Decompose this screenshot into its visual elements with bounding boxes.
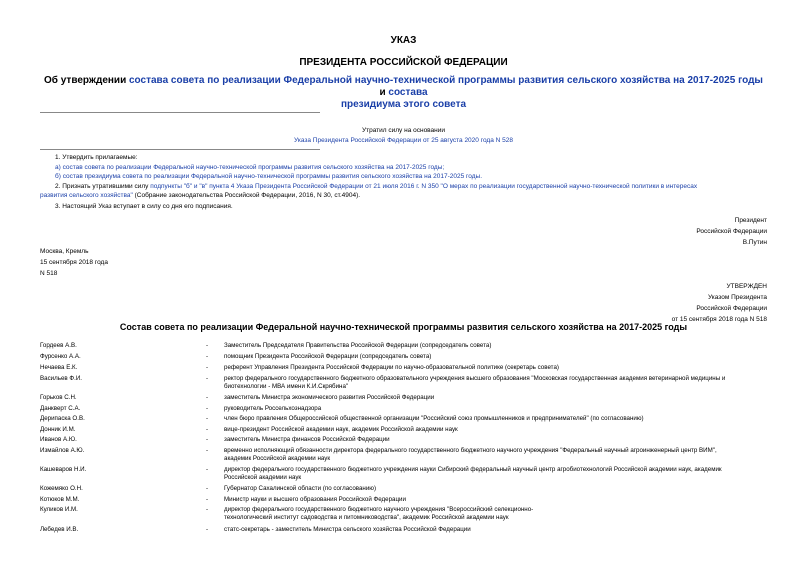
member-dash: - — [206, 466, 209, 473]
member-position — [224, 526, 764, 534]
paragraph-1a-link[interactable]: а) состав совета по реализации Федеральной научно-технической программы развития сельского хозяйства на 2017-2025 годы; — [55, 164, 445, 171]
paragraph-3: 3. Настоящий Указ вступает в силу со дня его подписания. — [55, 203, 233, 210]
member-dash: - — [206, 496, 209, 503]
member-position-line1: временно исполняющий обязанности директора федерального государственного бюджетного научного учреждения "Федеральный научный агроинженерный центр ВИМ", — [224, 447, 717, 454]
member-dash: - — [206, 394, 209, 401]
member-position — [224, 364, 764, 372]
member-position — [224, 436, 764, 444]
approved-country: Российской Федерации — [696, 305, 767, 312]
approved-block — [672, 281, 767, 325]
member-position-line2: академик Российской академии наук — [224, 455, 331, 462]
member-dash: - — [206, 447, 209, 454]
decree-title-president: ПРЕЗИДЕНТА РОССИЙСКОЙ ФЕДЕРАЦИИ — [299, 57, 508, 68]
member-name: Донник И.М. — [40, 426, 76, 433]
member-position — [224, 342, 764, 350]
member-position-line1: помощник Президента Российской Федерации (сопредседатель совета) — [224, 353, 432, 360]
member-dash: - — [206, 375, 209, 382]
member-name: Фурсенко А.А. — [40, 353, 81, 360]
member-position — [224, 426, 764, 434]
member-position — [224, 353, 764, 361]
subject-link-presidium-1[interactable]: состава — [388, 87, 428, 98]
member-name: Кожемяко О.Н. — [40, 485, 83, 492]
place-date — [40, 246, 108, 279]
composition-title: Состав совета по реализации Федеральной научно-технической программы развития сельского хозяйства на 2017-2025 годы — [119, 322, 688, 332]
member-position-line1: директор федерального государственного бюджетного научного учреждения "Всероссийский селекционно- — [224, 506, 534, 513]
paragraph-2-link-1[interactable]: подпункты "б" и "в" пункта 4 Указа Президента Российской Федерации от 21 июля 2016 г. N 350 "О мерах по реализации государственной научно-технической политики в интересах — [150, 183, 698, 190]
member-position-line1: Министр науки и высшего образования Российской Федерации — [224, 496, 406, 503]
member-position-line1: статс-секретарь - заместитель Министра сельского хозяйства Российской Федерации — [224, 526, 471, 533]
member-position-line1: директор федерального государственного бюджетного учреждения науки Сибирский федеральный научный центр агробиотехнологий Российской академии наук, академик — [224, 466, 722, 473]
member-position-line1: вице-президент Российской академии наук, академик Российской академии наук — [224, 426, 458, 433]
paragraph-1a — [55, 164, 444, 172]
void-note — [0, 137, 807, 145]
subject-link-council[interactable]: состава совета по реализации Федеральной научно-технической программы развития сельского хозяйства на 2017-2025 годы — [129, 75, 763, 86]
member-position-line1: референт Управления Президента Российской Федерации по научно-образовательной политике (секретарь совета) — [224, 364, 559, 371]
member-name: Куликов И.М. — [40, 506, 78, 513]
member-name: Горьков С.Н. — [40, 394, 77, 401]
paragraph-1b — [55, 173, 482, 181]
member-position — [224, 496, 764, 504]
member-position-line1: заместитель Министра финансов Российской Федерации — [224, 436, 390, 443]
paragraph-2-cont — [40, 192, 360, 200]
member-name: Данкверт С.А. — [40, 405, 81, 412]
approved-by: Указом Президента — [707, 294, 767, 301]
member-name: Измайлов А.Ю. — [40, 447, 85, 454]
decree-number: N 518 — [40, 270, 58, 277]
member-dash: - — [206, 506, 209, 513]
member-position-line1: Заместитель Председателя Правительства Российской Федерации (сопредседатель совета) — [224, 342, 492, 349]
paragraph-1b-link[interactable]: б) состав президиума совета по реализации Федеральной научно-технической программы развития сельского хозяйства на 2017-2025 годы. — [55, 173, 483, 180]
paragraph-2-link-2[interactable]: развития сельского хозяйства" — [40, 192, 133, 199]
member-dash: - — [206, 436, 209, 443]
member-position-line1: ректор федерального государственного бюджетного образовательного учреждения высшего образования "Московская государственная академия ветеринарной медицины и — [224, 375, 726, 382]
member-dash: - — [206, 485, 209, 492]
separator-bottom — [40, 149, 320, 150]
member-position-line2: биотехнологии - МВА имени К.И.Скрябина" — [224, 383, 349, 390]
member-position-line1: Губернатор Сахалинской области (по согласованию) — [224, 485, 377, 492]
paragraph-1: 1. Утвердить прилагаемые: — [55, 154, 138, 161]
approved-date: от 15 сентября 2018 года N 518 — [671, 316, 767, 323]
subject-link-presidium-2[interactable]: президиума этого совета — [340, 99, 467, 110]
member-name: Васильев Ф.И. — [40, 375, 82, 382]
subject-mid: и — [379, 87, 389, 98]
member-position-line1: руководитель Россельхознадзора — [224, 405, 322, 412]
member-position — [224, 375, 764, 391]
paragraph-2-prefix: 2. Признать утратившими силу — [55, 183, 151, 190]
member-position — [224, 447, 764, 463]
member-position-line1: член бюро правления Общероссийской общественной организации "Российский союз промышленников и предпринимателей" (по согласованию) — [224, 415, 644, 422]
member-position — [224, 405, 764, 413]
member-position — [224, 394, 764, 402]
member-dash: - — [206, 342, 209, 349]
member-dash: - — [206, 405, 209, 412]
member-dash: - — [206, 353, 209, 360]
member-position — [224, 415, 764, 423]
member-position-line1: заместитель Министра экономического развития Российской Федерации — [224, 394, 435, 401]
void-note-line1: Утратил силу на основании — [361, 127, 446, 134]
void-note-link[interactable]: Указа Президента Российской Федерации от 25 августа 2020 года N 528 — [294, 137, 513, 144]
member-dash: - — [206, 426, 209, 433]
member-position — [224, 485, 764, 493]
place: Москва, Кремль — [40, 248, 89, 255]
decree-subject — [40, 75, 767, 111]
member-dash: - — [206, 526, 209, 533]
signature-title: Президент — [734, 217, 767, 224]
member-name: Иванов А.Ю. — [40, 436, 77, 443]
date: 15 сентября 2018 года — [40, 259, 108, 266]
member-name: Нечаева Е.К. — [40, 364, 78, 371]
member-position — [224, 466, 764, 482]
signature-name: В.Путин — [742, 239, 767, 246]
paragraph-2 — [55, 183, 775, 191]
member-position-line2: Российской академии наук — [224, 474, 302, 481]
approved-label: УТВЕРЖДЕН — [726, 283, 767, 290]
member-dash: - — [206, 364, 209, 371]
member-dash: - — [206, 415, 209, 422]
member-position — [224, 506, 764, 522]
member-name: Лебедев И.В. — [40, 526, 79, 533]
separator-top — [40, 112, 320, 113]
signature-country: Российской Федерации — [696, 228, 767, 235]
member-name: Дерипаска О.В. — [40, 415, 85, 422]
member-position-line2: технологический институт садоводства и питомниководства", академик Российской академии наук — [224, 514, 509, 521]
member-name: Гордеев А.В. — [40, 342, 77, 349]
member-name: Кашеваров Н.И. — [40, 466, 87, 473]
paragraph-2-suffix: (Собрание законодательства Российской Федерации, 2016, N 30, ст.4904). — [132, 192, 361, 199]
signature — [696, 215, 767, 248]
member-name: Котюков М.М. — [40, 496, 80, 503]
decree-title: УКАЗ — [390, 35, 417, 46]
subject-prefix: Об утверждении — [44, 75, 129, 86]
